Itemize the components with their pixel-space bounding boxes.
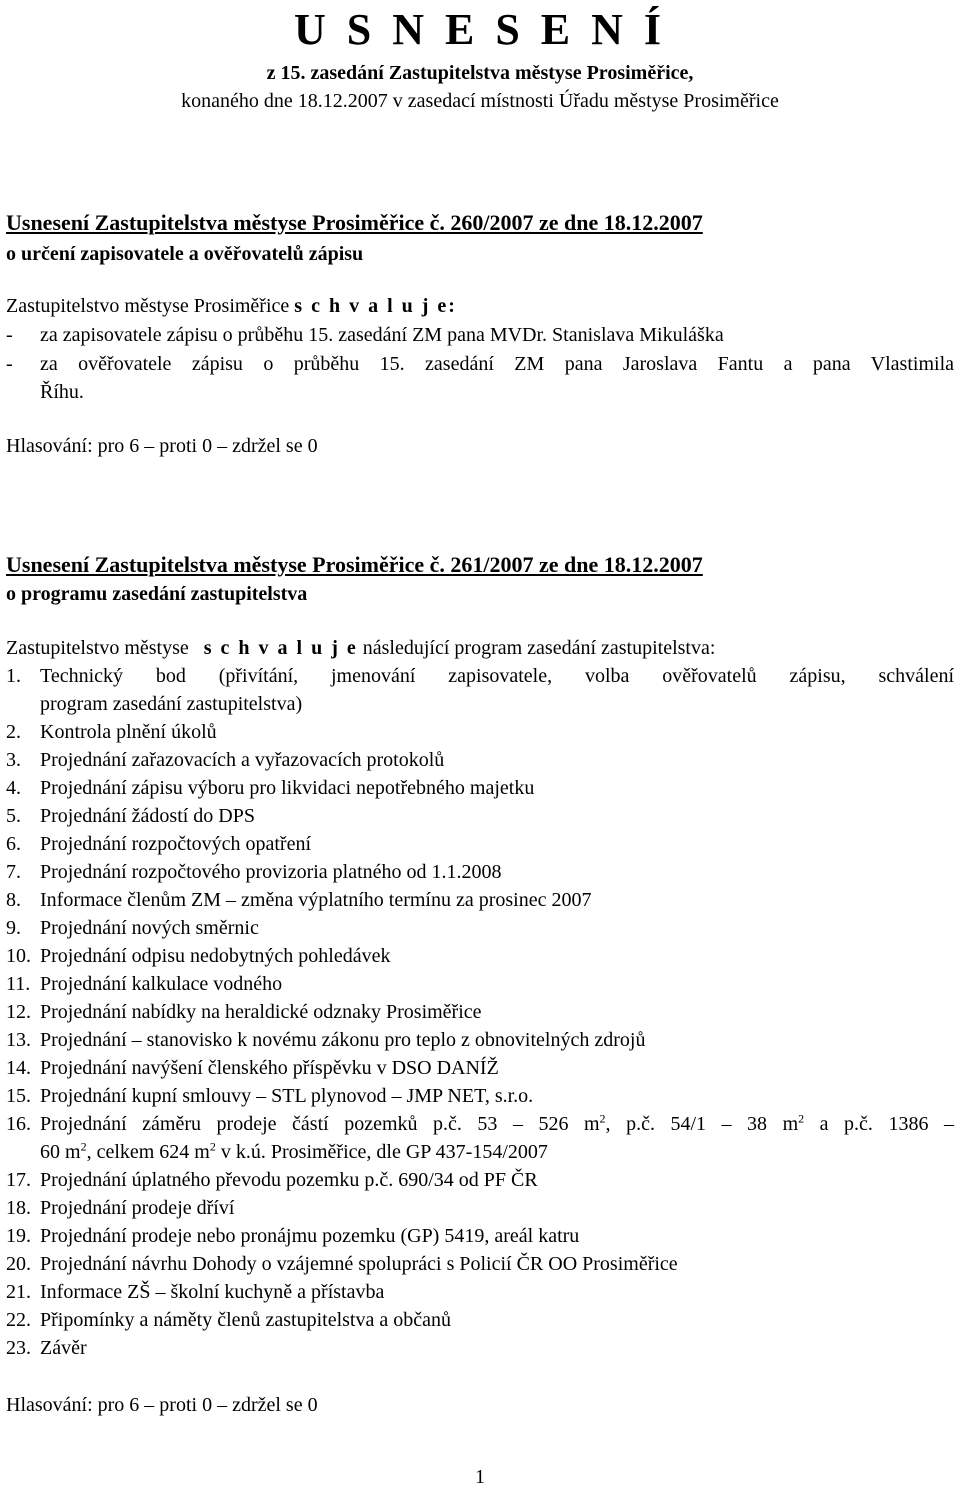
superscript: 2 (798, 1111, 805, 1126)
agenda-text: Projednání kupní smlouvy – STL plynovod – JMP NET, s.r.o. (40, 1085, 534, 1107)
agenda-number: 6. (6, 833, 21, 855)
agenda-text-part: Projednání záměru prodeje částí pozemků p.č. 53 – 526 m (40, 1113, 600, 1135)
agenda-item-cont (6, 1141, 954, 1169)
agenda-item (6, 721, 954, 749)
agenda-number: 21. (6, 1281, 31, 1303)
agenda-item (6, 889, 954, 917)
resolution-260-intro (6, 295, 457, 318)
agenda-text: Projednání rozpočtového provizoria platného od 1.1.2008 (40, 861, 502, 883)
agenda-item (6, 1057, 954, 1085)
agenda-item (6, 861, 954, 889)
superscript: 2 (599, 1111, 606, 1126)
agenda-text: Informace ZŠ – školní kuchyně a přístavba (40, 1281, 385, 1303)
agenda-item-cont (6, 693, 954, 721)
agenda-number: 15. (6, 1085, 31, 1107)
superscript: 2 (80, 1139, 87, 1154)
resolution-261-intro (6, 637, 715, 660)
agenda-item (6, 749, 954, 777)
resolution-260-vote: Hlasování: pro 6 – proti 0 – zdržel se 0 (6, 435, 318, 457)
agenda-number: 5. (6, 805, 21, 827)
agenda-number: 20. (6, 1253, 31, 1275)
agenda-number: 9. (6, 917, 21, 939)
agenda-text: Projednání nových směrnic (40, 917, 259, 939)
approves-word: s c h v a l u j e (203, 637, 358, 659)
agenda-number: 23. (6, 1337, 31, 1359)
resolution-261-subject: o programu zasedání zastupitelstva (6, 583, 308, 605)
agenda-text: Kontrola plnění úkolů (40, 721, 217, 743)
intro-text: Zastupitelstvo městyse (6, 637, 204, 659)
agenda-number: 3. (6, 749, 21, 771)
resolution-260-subject: o určení zapisovatele a ověřovatelů zápisu (6, 243, 364, 265)
recorder-text: za zapisovatele zápisu o průběhu 15. zasedání ZM pana MVDr. Stanislava Mikuláška (40, 324, 724, 346)
agenda-text: Informace členům ZM – změna výplatního termínu za prosinec 2007 (40, 889, 592, 911)
agenda-text: Projednání nabídky na heraldické odznaky Prosiměřice (40, 1001, 482, 1023)
agenda-item (6, 1337, 954, 1365)
dash-bullet: - (6, 324, 13, 346)
agenda-text-part: 60 m (40, 1141, 81, 1163)
intro-text: Zastupitelstvo městyse Prosiměřice (6, 295, 295, 317)
agenda-text: Projednání prodeje nebo pronájmu pozemku (GP) 5419, areál katru (40, 1225, 580, 1247)
agenda-item (6, 917, 954, 945)
agenda-number: 18. (6, 1197, 31, 1219)
agenda-item (6, 1113, 954, 1141)
agenda-text: Projednání zařazovacích a vyřazovacích protokolů (40, 749, 445, 771)
agenda-number: 22. (6, 1309, 31, 1331)
agenda-text: Projednání zápisu výboru pro likvidaci nepotřebného majetku (40, 777, 535, 799)
agenda-text: Projednání odpisu nedobytných pohledávek (40, 945, 391, 967)
agenda-item (6, 1197, 954, 1225)
agenda-number: 1. (6, 665, 21, 687)
superscript: 2 (209, 1139, 216, 1154)
agenda-text: Projednání návrhu Dohody o vzájemné spolupráci s Policií ČR OO Prosiměřice (40, 1253, 678, 1275)
agenda-number: 12. (6, 1001, 31, 1023)
agenda-number: 2. (6, 721, 21, 743)
agenda-text-cont (40, 1141, 954, 1164)
agenda-number: 13. (6, 1029, 31, 1051)
agenda-text: Projednání rozpočtových opatření (40, 833, 312, 855)
agenda-item (6, 1253, 954, 1281)
agenda-text: Projednání úplatného převodu pozemku p.č. 690/34 od PF ČR (40, 1169, 538, 1191)
agenda-number: 7. (6, 861, 21, 883)
meeting-line: z 15. zasedání Zastupitelstva městyse Prosiměřice, (266, 62, 694, 84)
resolution-261-vote: Hlasování: pro 6 – proti 0 – zdržel se 0 (6, 1394, 318, 1416)
agenda-item (6, 945, 954, 973)
resolution-260-heading: Usnesení Zastupitelstva městyse Prosiměřice č. 260/2007 ze dne 18.12.2007 (6, 210, 703, 235)
agenda-number: 10. (6, 945, 31, 967)
agenda-text-part: , celkem 624 m (86, 1141, 210, 1163)
agenda-text: Projednání kalkulace vodného (40, 973, 283, 995)
meeting-date-place: konaného dne 18.12.2007 v zasedací místnosti Úřadu městyse Prosiměřice (181, 90, 779, 112)
agenda-text-cont: program zasedání zastupitelstva) (40, 693, 303, 715)
agenda-number: 14. (6, 1057, 31, 1079)
agenda-item (6, 805, 954, 833)
dash-bullet: - (6, 353, 13, 375)
agenda-text: Projednání prodeje dříví (40, 1197, 235, 1219)
agenda-text (40, 1113, 954, 1136)
agenda-text-part: v k.ú. Prosiměřice, dle GP 437-154/2007 (215, 1141, 548, 1163)
agenda-item (6, 777, 954, 805)
agenda-item (6, 833, 954, 861)
agenda-text: Závěr (40, 1337, 87, 1359)
agenda-item (6, 665, 954, 693)
agenda-text: Projednání navýšení členského příspěvku v DSO DANÍŽ (40, 1057, 499, 1079)
agenda-number: 16. (6, 1113, 31, 1135)
agenda-item (6, 1085, 954, 1113)
agenda-item (6, 1281, 954, 1309)
agenda-item (6, 1309, 954, 1337)
agenda-text: Projednání žádostí do DPS (40, 805, 255, 827)
agenda-item (6, 973, 954, 1001)
agenda-number: 17. (6, 1169, 31, 1191)
agenda-text: Technický bod (přivítání, jmenování zapisovatele, volba ověřovatelů zápisu, schválení (40, 665, 954, 687)
intro-suffix: následující program zasedání zastupitelstva: (357, 637, 716, 659)
agenda-number: 4. (6, 777, 21, 799)
verifier-text: za ověřovatele zápisu o průběhu 15. zasedání ZM pana Jaroslava Fantu a pana Vlastimila (40, 353, 954, 375)
agenda-number: 11. (6, 973, 31, 995)
document-title: U S N E S E N Í (293, 5, 667, 54)
agenda-text: Připomínky a náměty členů zastupitelstva a občanů (40, 1309, 451, 1331)
resolution-261-heading: Usnesení Zastupitelstva městyse Prosiměřice č. 261/2007 ze dne 18.12.2007 (6, 552, 703, 577)
page-number: 1 (475, 1466, 485, 1488)
agenda-item (6, 1029, 954, 1057)
verifier-text-cont: Říhu. (40, 381, 84, 403)
approves-word: s c h v a l u j e: (294, 295, 457, 317)
agenda-text: Projednání – stanovisko k novému zákonu pro teplo z obnovitelných zdrojů (40, 1029, 646, 1051)
agenda-item (6, 1001, 954, 1029)
agenda-number: 8. (6, 889, 21, 911)
agenda-item (6, 1225, 954, 1253)
agenda-number: 19. (6, 1225, 31, 1247)
agenda-item (6, 1169, 954, 1197)
agenda-text-part: , p.č. 54/1 – 38 m (605, 1113, 799, 1135)
agenda-text-part: a p.č. 1386 – (804, 1113, 954, 1135)
